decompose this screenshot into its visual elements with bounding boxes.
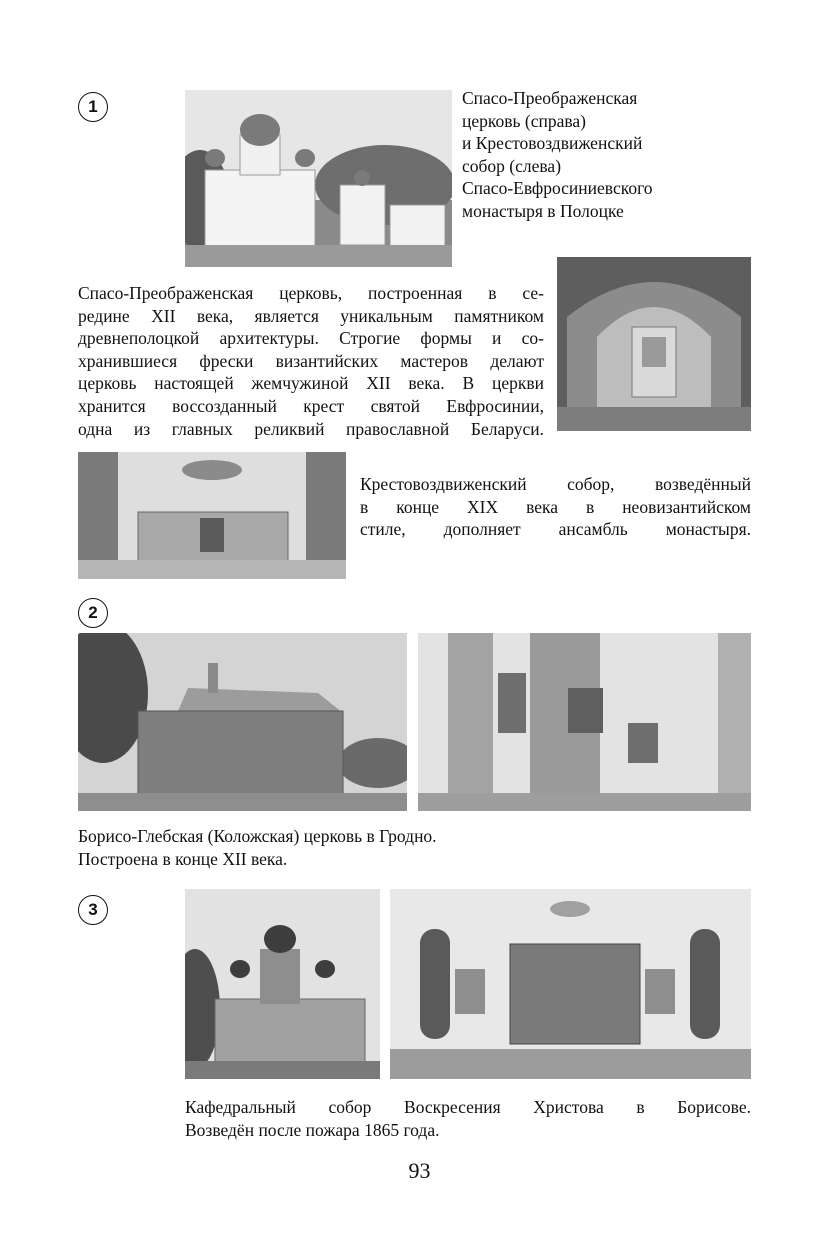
photo-spaso-interior — [557, 257, 751, 431]
krestovozdvizhensky-caption: Крестовоздвиженский собор, возведённый в конце XIX века в неовизантийском стиле, дополняет ансамбль монастыря. — [360, 474, 751, 540]
section-number-1: 1 — [78, 92, 108, 122]
photo-borisov-interior — [390, 889, 751, 1079]
photo-polotsk-monastery — [185, 90, 452, 267]
photo-borisov-cathedral — [185, 889, 380, 1079]
page-number: 93 — [408, 1158, 431, 1183]
polotsk-caption: Спасо-Преображенская церковь (справа) и Крестовоздвиженский собор (слева) Спасо-Евфросиниевского монастыря в Полоцке — [462, 88, 653, 221]
photo-kolozha-interior — [418, 633, 751, 811]
photo-kolozha-church — [78, 633, 407, 811]
section-number-2: 2 — [78, 598, 108, 628]
section-number-3: 3 — [78, 895, 108, 925]
photo-krestovozdvizhensky-interior — [78, 452, 346, 579]
grodno-caption: Борисо-Глебская (Коложская) церковь в Гродно. Построена в конце XII века. — [78, 826, 437, 869]
borisov-caption: Кафедральный собор Воскресения Христова в Борисове. Возведён после пожара 1865 года. — [185, 1097, 751, 1140]
spaso-paragraph: Спасо-Преображенская церковь, построенная в се- редине XII века, является уникальным памятником древнеполоцкой архитектуры. Строгие формы и со- хранившиеся фрески византийских мастеров делают церковь настоящей жемчужиной XII века. В церкви хранится воссозданный крест святой Евфросинии, одна из главных реликвий православной Беларуси. — [78, 283, 544, 439]
